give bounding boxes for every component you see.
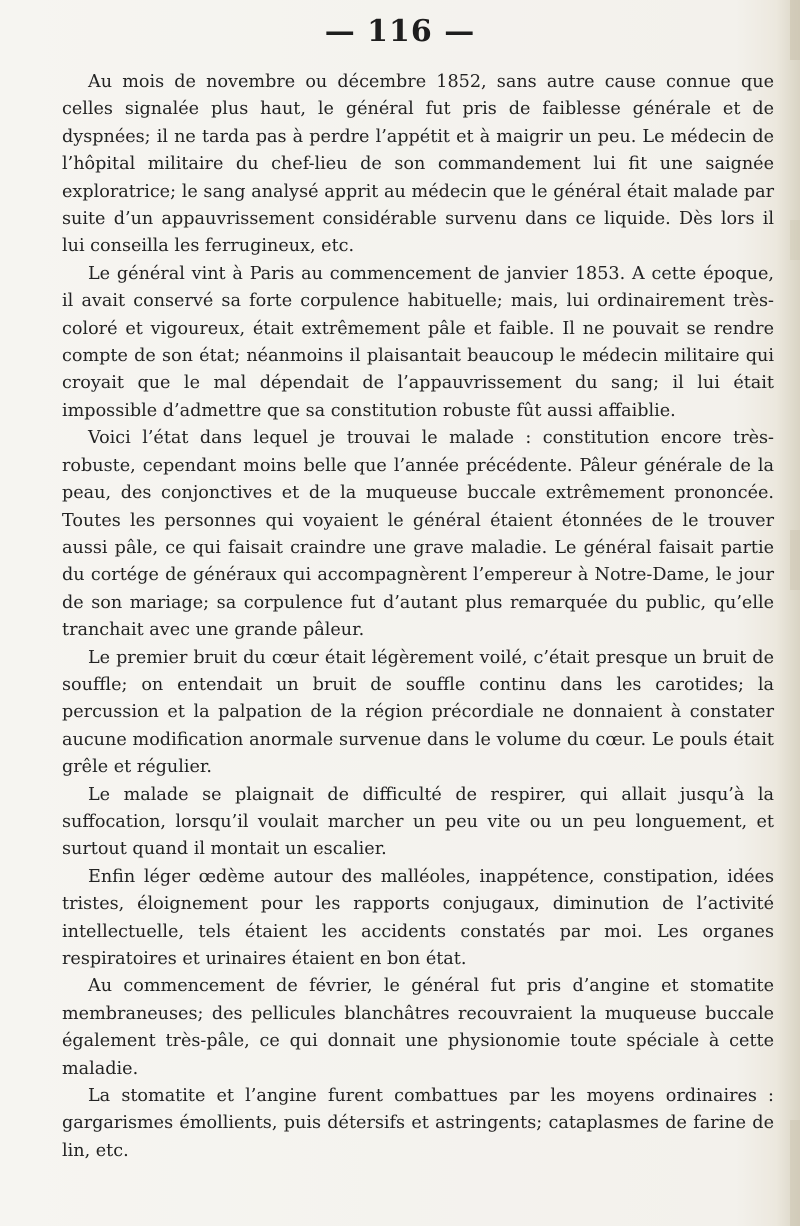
paragraph: Le général vint à Paris au commencement de janvier 1853. A cette époque, il avait conservé sa forte corpulence habituelle; mais, lui ordinairement très-coloré et vigoureux, était extrêmement pâle et faible. Il ne pouvait se rendre compte de son état; néanmoins il plaisantait beaucoup le médecin militaire qui croyait que le mal dépendait de l’appauvrissement du sang; il lui était impossible d’admettre que sa constitution robuste fût aussi affaiblie. bbox=[62, 263, 774, 421]
paragraph: Le premier bruit du cœur était légèrement voilé, c’était presque un bruit de souffle; on entendait un bruit de souffle continu dans les carotides; la percussion et la palpation de la région précordiale ne donnaient à constater aucune modification anormale survenue dans le volume du cœur. Le pouls était grêle et régulier. bbox=[62, 647, 774, 778]
paragraph: Enfin léger œdème autour des malléoles, inappétence, constipation, idées tristes, éloignement pour les rapports conjugaux, diminution de l’activité intellectuelle, tels étaient les accidents constatés par moi. Les organes respiratoires et urinaires étaient en bon état. bbox=[62, 866, 774, 969]
page-edge-stain bbox=[790, 1120, 800, 1226]
paragraph: Au mois de novembre ou décembre 1852, sans autre cause connue que celles signalée plus haut, le général fut pris de faiblesse générale et de dyspnées; il ne tarda pas à perdre l’appétit et à maigrir un peu. Le médecin de l’hôpital militaire du chef-lieu de son commandement lui fit une saignée exploratrice; le sang analysé apprit au médecin que le général était malade par suite d’un appauvrissement considérable survenu dans ce liquide. Dès lors il lui conseilla les ferrugineux, etc. bbox=[62, 72, 774, 257]
paragraph: Au commencement de février, le général fut pris d’angine et stomatite membraneuses; des pellicules blanchâtres recouvraient la muqueuse buccale également très-pâle, ce qui donnait une physionomie toute spéciale à cette maladie. bbox=[62, 976, 774, 1079]
paragraph: Voici l’état dans lequel je trouvai le malade : constitution encore très-robuste, cependant moins belle que l’année précédente. Pâleur générale de la peau, des conjonctives et de la muqueuse buccale extrêmement prononcée. Toutes les personnes qui voyaient le général étaient étonnées de le trouver aussi pâle, ce qui faisait craindre une grave maladie. Le général faisait partie du cortége de généraux qui accompagnèrent l’empereur à Notre-Dame, le jour de son mariage; sa corpulence fut d’autant plus remarquée du public, qu’elle tranchait avec une grande pâleur. bbox=[62, 428, 774, 641]
paragraph: La stomatite et l’angine furent combattues par les moyens ordinaires : gargarismes émollients, puis détersifs et astringents; cataplasmes de farine de lin, etc. bbox=[62, 1086, 774, 1161]
paragraph: Le malade se plaignait de difficulté de respirer, qui allait jusqu’à la suffocation, lorsqu’il voulait marcher un peu vite ou un peu longuement, et surtout quand il montait un escalier. bbox=[62, 784, 774, 860]
page-edge-stain bbox=[790, 220, 800, 260]
page-number: — 116 — bbox=[324, 14, 476, 49]
page-edge-stain bbox=[790, 530, 800, 590]
body-text bbox=[62, 69, 774, 1165]
